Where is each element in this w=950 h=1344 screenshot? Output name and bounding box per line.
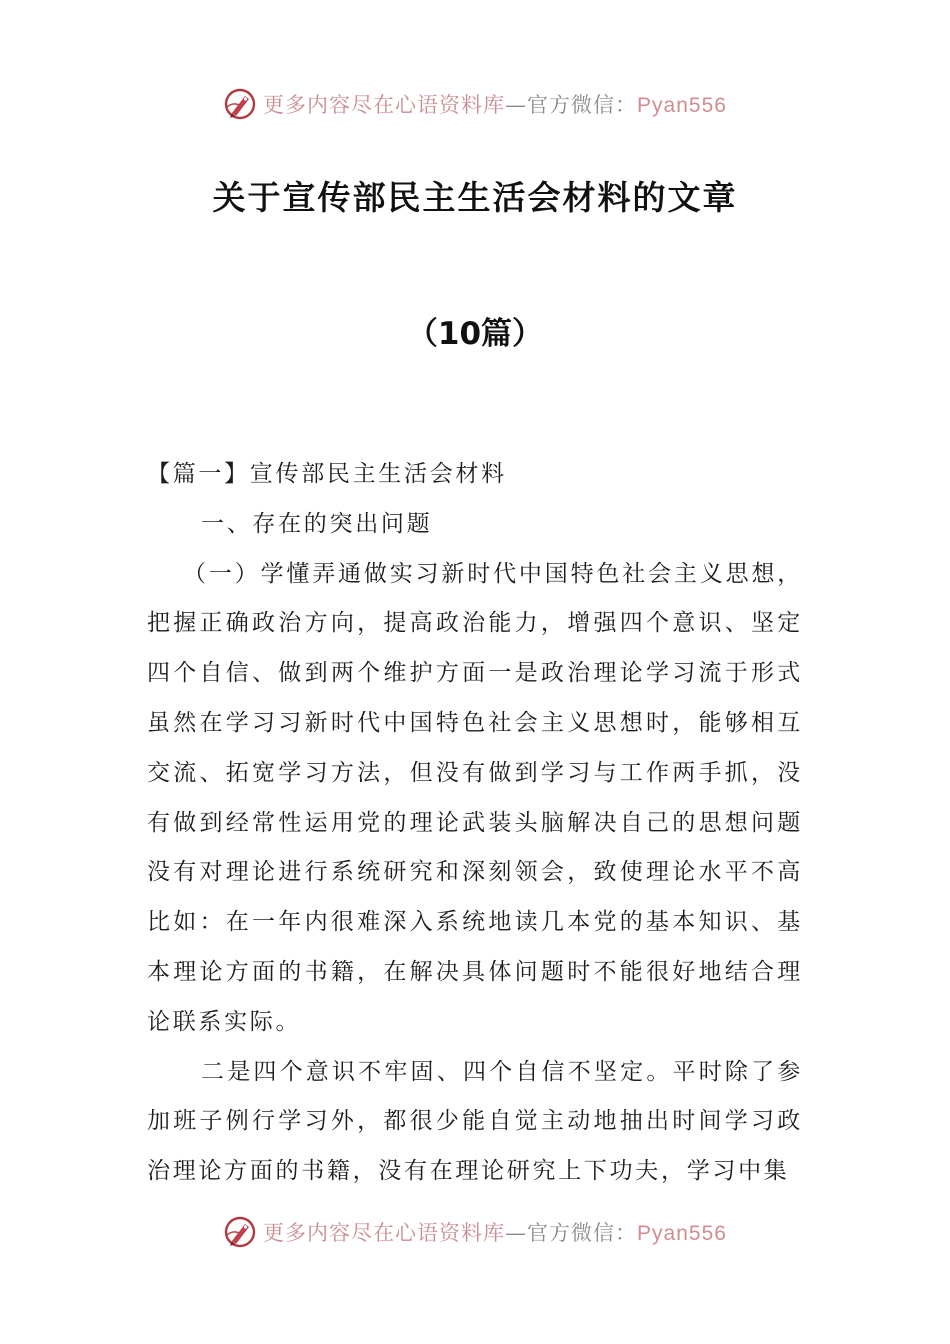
watermark-wechat-label: 官方微信：	[527, 1221, 638, 1245]
watermark-wechat-label: 官方微信：	[527, 93, 638, 117]
watermark-wechat-id: Pyan556	[637, 94, 727, 117]
subheading: 一、存在的突出问题	[201, 510, 433, 537]
document-count: （10篇）	[406, 316, 544, 352]
paragraph: 二是四个意识不牢固、四个自信不坚定。平时除了参加班子例行学习外，都很少能自觉主动地抽出时间学习政治理论方面的书籍，没有在理论研究上下功夫，学习中集	[147, 1058, 803, 1185]
footer-watermark	[0, 1212, 950, 1252]
watermark-separator: —	[505, 1221, 528, 1245]
section-heading: 【篇一】宣传部民主生活会材料	[147, 461, 507, 487]
watermark-text	[263, 1217, 727, 1247]
document-title: 关于宣传部民主生活会材料的文章	[212, 178, 738, 217]
watermark-text	[263, 89, 727, 119]
watermark-prefix: 更多内容尽在心语资料库	[263, 1221, 506, 1245]
pen-nib-logo-icon	[223, 87, 257, 121]
watermark-separator: —	[505, 93, 528, 117]
paragraph: （一）学懂弄通做实习新时代中国特色社会主义思想，把握正确政治方向，提高政治能力，增强四个意识、坚定四个自信、做到两个维护方面一是政治理论学习流于形式虽然在学习习新时代中国特色社会主义思想时，能够相互交流、拓宽学习方法，但没有做到学习与工作两手抓，没有做到经常性运用党的理论武装头脑解决自己的思想问题没有对理论进行系统研究和深刻领会，致使理论水平不高比如：在一年内很难深入系统地读几本党的基本知识、基本理论方面的书籍，在解决具体问题时不能很好地结合理论联系实际。	[147, 560, 803, 1035]
header-watermark	[0, 84, 950, 124]
pen-nib-logo-icon	[223, 1215, 257, 1249]
watermark-prefix: 更多内容尽在心语资料库	[263, 93, 506, 117]
document-body	[147, 450, 803, 1197]
watermark-wechat-id: Pyan556	[637, 1222, 727, 1245]
